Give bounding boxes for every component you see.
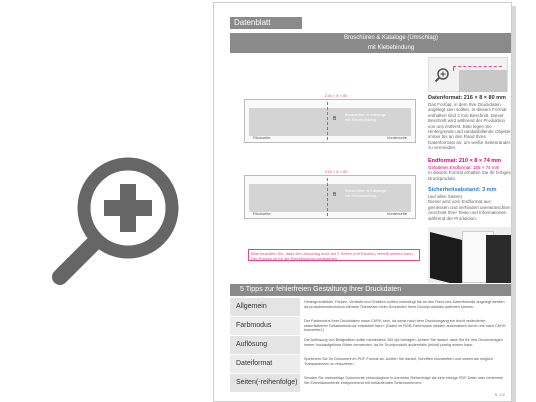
sheet-title: Datenblatt	[230, 17, 302, 29]
small-zoom-icon	[434, 67, 450, 83]
cover-diagram-outside: 216 × 8 × 80 B Broschüren & Kataloge mit Klebebindung Rückseite Vorderseite	[244, 99, 416, 143]
tips-heading: 5 Tipps zur fehlerfreien Gestaltung Ihrer Druckdaten	[230, 284, 512, 296]
zoom-in-button[interactable]	[48, 150, 188, 290]
tip-row: Auflösung Die Auflösung von Bildgrafiken sollte mindestens 300 dpi betragen. Achten Sie darauf, dass Sie für Ihre Druckvorlagen immer hochaufgelöste Bilder verwenden, da Ihr Druckprodukt andernfalls (leicht) pixelig wirken kann.	[230, 336, 512, 355]
logo-mark: B	[333, 116, 337, 122]
info-endformat: Endformat: 210 × 8 × 74 mm Gefaltetes Endformat: 105 × 74 mm In diesem Format erhalten Sie Ihr fertiges Druckprodukt.	[428, 158, 511, 181]
page-number: S. 1/2	[494, 392, 505, 397]
sheet-subtitle: Broschüren & Kataloge (Umschlag) mit Klebebindung	[230, 33, 512, 53]
cover-diagram-inside: 216 × 8 × 80 B Broschüren & Kataloge mit Klebebindung Rückseite Vorderseite	[244, 175, 416, 219]
tip-row: Farbmodus Der Farbmodus Ihrer Druckdaten muss CMYK sein, da sonst nach dem Druckvorgang ein leicht veränderter, rasterfarbener Gesamteindruck entstehen kann. (Daten im RGB-Farbmodus werden automatisch durch uns nach CMYK konvertiert.)	[230, 317, 512, 336]
binding-note: Bitte beachten Sie, dass der Umschlag nicht auf 2 Seiten (mit Rücken) verteilt werden kann. Der Rücken ist für die Klebebindung vorgesehen.	[248, 249, 420, 261]
tip-row: Seiten(-reihenfolge) Senden Sie mehrseitige Dokumente chronologisch in korrekter Reihenfolge als eine einzige PDF-Datei oder benennen Sie Einzeldokumente entsprechend mit fortlaufenden Seitennummern.	[230, 374, 512, 393]
brochure-photo	[428, 227, 512, 283]
info-datenformat: Datenformat: 216 × 8 × 80 mm Das Format, in dem Ihre Druckdaten angelegt sein sollten. In diesem Format enthalten sind 3 mm Beschnitt. Dieser Beschnitt wird während der Produktion von uns entfernt. Bitte legen Sie Hintergründe und randabfallende Objekte immer bis an den Rand Ihres Datenformats an, um weiße Seitenränder zu vermeiden.	[428, 95, 511, 151]
info-sicherheitsabstand: Sicherheitsabstand: 3 mm (auf allen Seiten) Dieser wird vom Endformat aus gemessen und verhindert unerwünschten Anschnitt Ihrer Texte und Informationen während der Produktion.	[428, 187, 511, 221]
tip-row: Dateiformat Speichern Sie Ihr Dokument im PDF-Format ab. Achten Sie darauf, Schriften einzubetten und soweit als möglich Transparenzen zu reduzieren.	[230, 355, 512, 374]
tips-table	[230, 298, 512, 393]
zoom-in-icon	[48, 150, 188, 290]
datasheet-page[interactable]	[213, 2, 512, 402]
logo-mark: B	[333, 192, 337, 198]
tip-row: Allgemein Hintergrundbilder, Farben, Verläufe und Grafiken sollten unbedingt bis an den Rand des Datenformats angelegt werden, da produktionstechnisch kleinste Toleranzen beim Schneiden Ihres Druckproduktes auftreten können.	[230, 298, 512, 317]
